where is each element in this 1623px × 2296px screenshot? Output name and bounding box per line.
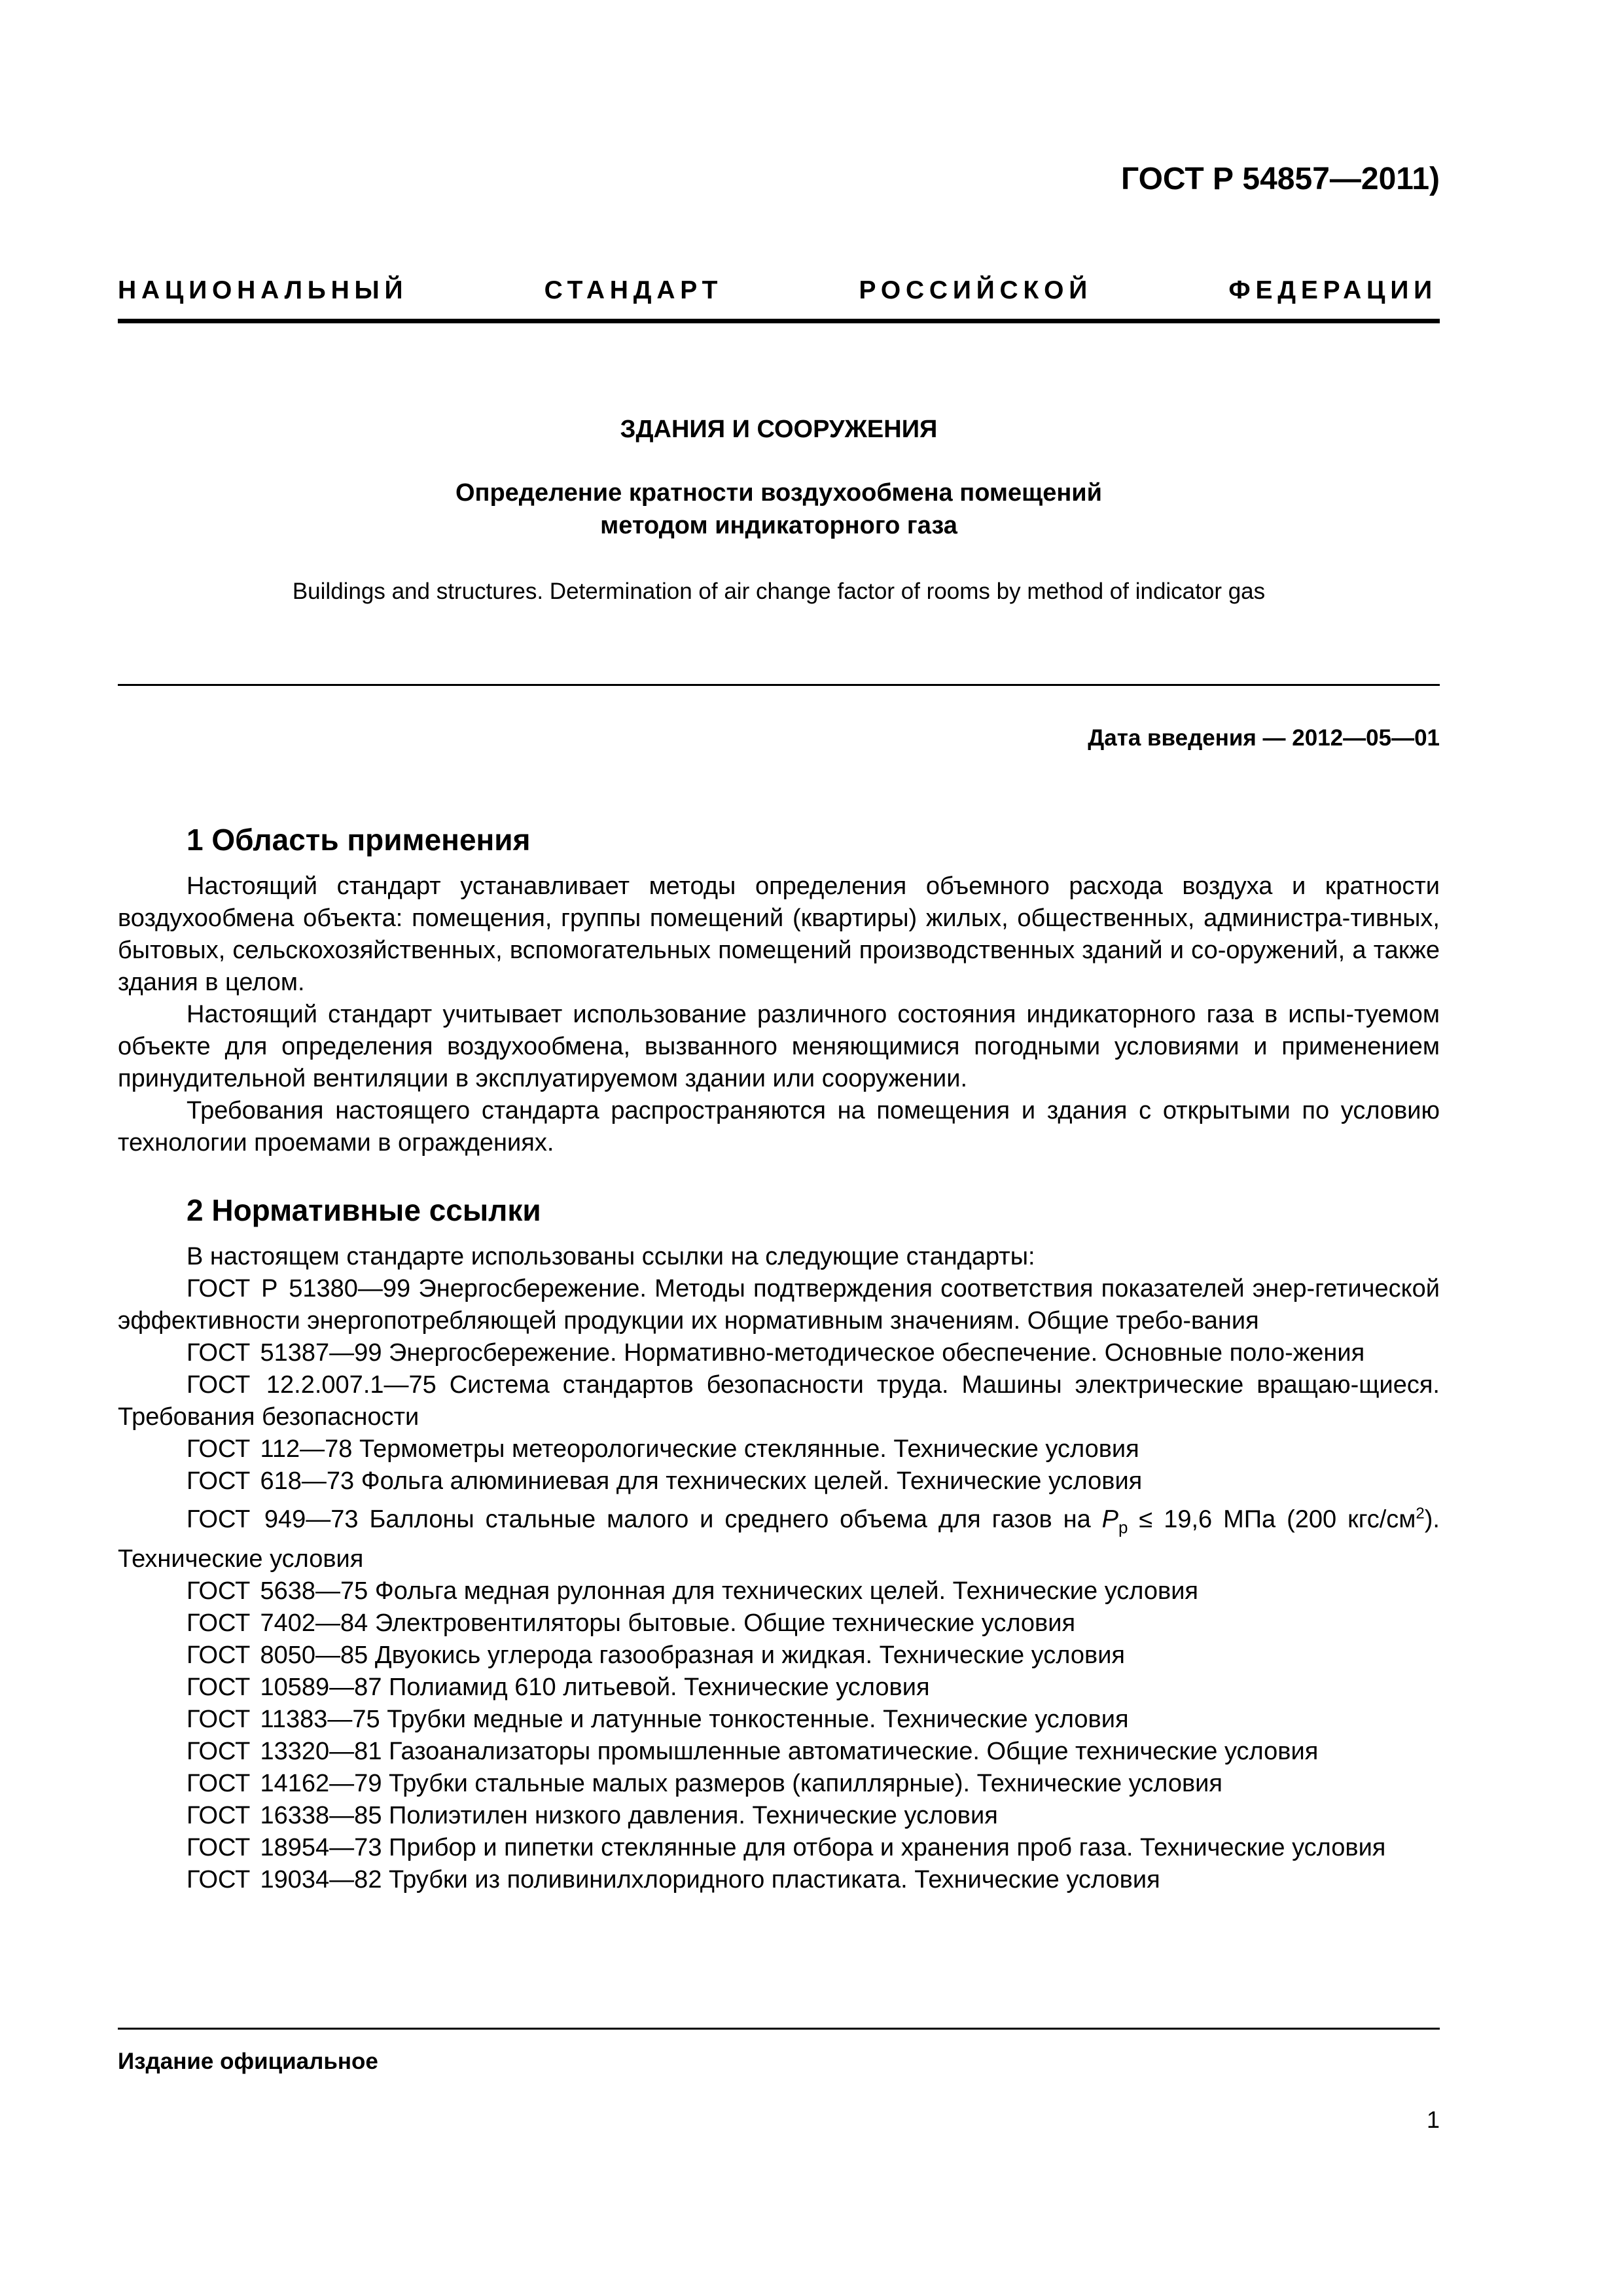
section-references-body [118, 1241, 1440, 1896]
reference-code: ГОСТ Р 51380—99 [187, 1275, 411, 1302]
section-scope-body [118, 870, 1440, 1159]
reference-item [118, 1575, 1440, 1607]
reference-item [118, 1640, 1440, 1672]
reference-title: Газоанализаторы промышленные автоматические. Общие технические условия [389, 1738, 1319, 1766]
unit-superscript: 2 [1416, 1505, 1425, 1522]
reference-title-part: Баллоны стальные малого и среднего объема для газов на [369, 1505, 1102, 1534]
reference-item [118, 1800, 1440, 1832]
reference-code: ГОСТ 8050—85 [187, 1641, 368, 1670]
reference-code: ГОСТ 14162—79 [187, 1770, 382, 1798]
pressure-subscript: р [1118, 1517, 1128, 1537]
reference-title: Двуокись углерода газообразная и жидкая. Технические условия [374, 1641, 1126, 1670]
reference-title: Трубки из поливинилхлоридного пластиката. Технические условия [389, 1866, 1160, 1894]
document-title: ЗДАНИЯ И СООРУЖЕНИЯ [620, 416, 938, 443]
reference-title-part: ≤ 19,6 МПа (200 кгс/см [1128, 1505, 1416, 1534]
pressure-symbol: P [1101, 1505, 1119, 1534]
page-number: 1 [1426, 2106, 1440, 2133]
document-subtitle-line1: Определение кратности воздухообмена помещений [455, 479, 1103, 507]
reference-code: ГОСТ 112—78 [187, 1435, 353, 1463]
paragraph: В настоящем стандарте использованы ссылки на следующие стандарты: [187, 1243, 1035, 1270]
reference-item [118, 1736, 1440, 1768]
reference-item [118, 1768, 1440, 1800]
footer-divider [118, 2028, 1440, 2030]
english-title: Buildings and structures. Determination of air change factor of rooms by method of indicator gas [292, 579, 1266, 604]
reference-title: Трубки стальные малых размеров (капиллярные). Технические условия [389, 1770, 1222, 1798]
title-divider [118, 684, 1440, 686]
section-heading-references: 2 Нормативные ссылки [187, 1193, 541, 1227]
reference-item [118, 1433, 1440, 1465]
reference-title: Фольга медная рулонная для технических целей. Технические условия [374, 1577, 1198, 1605]
reference-title: Электровентиляторы бытовые. Общие технические условия [374, 1609, 1076, 1638]
banner-word: НАЦИОНАЛЬНЫЙ [118, 276, 408, 304]
national-standard-banner [118, 276, 1437, 305]
reference-title: Полиамид 610 литьевой. Технические условия [389, 1674, 930, 1702]
reference-code: ГОСТ 13320—81 [187, 1738, 382, 1766]
reference-title: Полиэтилен низкого давления. Технические условия [389, 1802, 998, 1830]
reference-item [118, 1498, 1440, 1575]
reference-item [118, 1273, 1440, 1337]
reference-title: Энергосбережение. Методы подтверждения соответствия показателей энер-гетической эффективности энергопотребляющей продукции их нормативным значениям. Общие требо-вания [118, 1275, 1440, 1335]
reference-code: ГОСТ 618—73 [187, 1467, 355, 1495]
reference-code: ГОСТ 12.2.007.1—75 [187, 1371, 437, 1399]
reference-code: ГОСТ 7402—84 [187, 1609, 368, 1638]
document-code: ГОСТ Р 54857—2011) [1121, 162, 1440, 196]
reference-code: ГОСТ 949—73 [187, 1505, 359, 1534]
section-heading-scope: 1 Область применения [187, 823, 531, 857]
reference-item [118, 1672, 1440, 1704]
reference-item [118, 1369, 1440, 1433]
reference-code: ГОСТ 11383—75 [187, 1706, 380, 1734]
reference-title: Термометры метеорологические стеклянные. Технические условия [359, 1435, 1139, 1463]
banner-word: РОССИЙСКОЙ [859, 276, 1093, 304]
paragraph: Настоящий стандарт учитывает использование различного состояния индикаторного газа в испы-туемом объекте для определения воздухообмена, вызванного меняющимися погодными условиями и применением принудительной вентиляции в эксплуатируемом здании или сооружении. [118, 1001, 1440, 1092]
reference-code: ГОСТ 5638—75 [187, 1577, 368, 1605]
reference-item [118, 1864, 1440, 1896]
reference-title: Фольга алюминиевая для технических целей. Технические условия [361, 1467, 1143, 1495]
banner-word: СТАНДАРТ [544, 276, 723, 304]
reference-title: Прибор и пипетки стеклянные для отбора и хранения проб газа. Технические условия [389, 1834, 1386, 1862]
header-divider [118, 319, 1440, 323]
paragraph: Настоящий стандарт устанавливает методы определения объемного расхода воздуха и кратности воздухообмена объекта: помещения, группы помещений (квартиры) жилых, общественных, администра-тивных, бытовых, сельскохозяйственных, вспомогательных помещений производственных зданий и со-оружений, а также здания в целом. [118, 872, 1440, 996]
introduction-date: Дата введения — 2012—05—01 [1088, 725, 1440, 751]
reference-code: ГОСТ 10589—87 [187, 1674, 382, 1702]
reference-item [118, 1832, 1440, 1864]
reference-code: ГОСТ 19034—82 [187, 1866, 382, 1894]
reference-title: Трубки медные и латунные тонкостенные. Технические условия [387, 1706, 1129, 1734]
reference-item [118, 1465, 1440, 1498]
banner-word: ФЕДЕРАЦИИ [1228, 276, 1437, 304]
reference-item [118, 1704, 1440, 1736]
document-subtitle-line2: методом индикаторного газа [600, 512, 957, 539]
reference-item [118, 1607, 1440, 1640]
official-edition-label: Издание официальное [118, 2049, 378, 2074]
reference-title: Система стандартов безопасности труда. Машины электрические вращаю-щиеся. Требования безопасности [118, 1371, 1440, 1431]
reference-code: ГОСТ 51387—99 [187, 1339, 382, 1367]
reference-title-part: ). Технические условия [118, 1505, 1440, 1573]
reference-item [118, 1337, 1440, 1369]
reference-code: ГОСТ 16338—85 [187, 1802, 382, 1830]
reference-title: Энергосбережение. Нормативно-методическое обеспечение. Основные поло-жения [389, 1339, 1365, 1367]
paragraph: Требования настоящего стандарта распространяются на помещения и здания с открытыми по условию технологии проемами в ограждениях. [118, 1097, 1440, 1157]
reference-code: ГОСТ 18954—73 [187, 1834, 382, 1862]
